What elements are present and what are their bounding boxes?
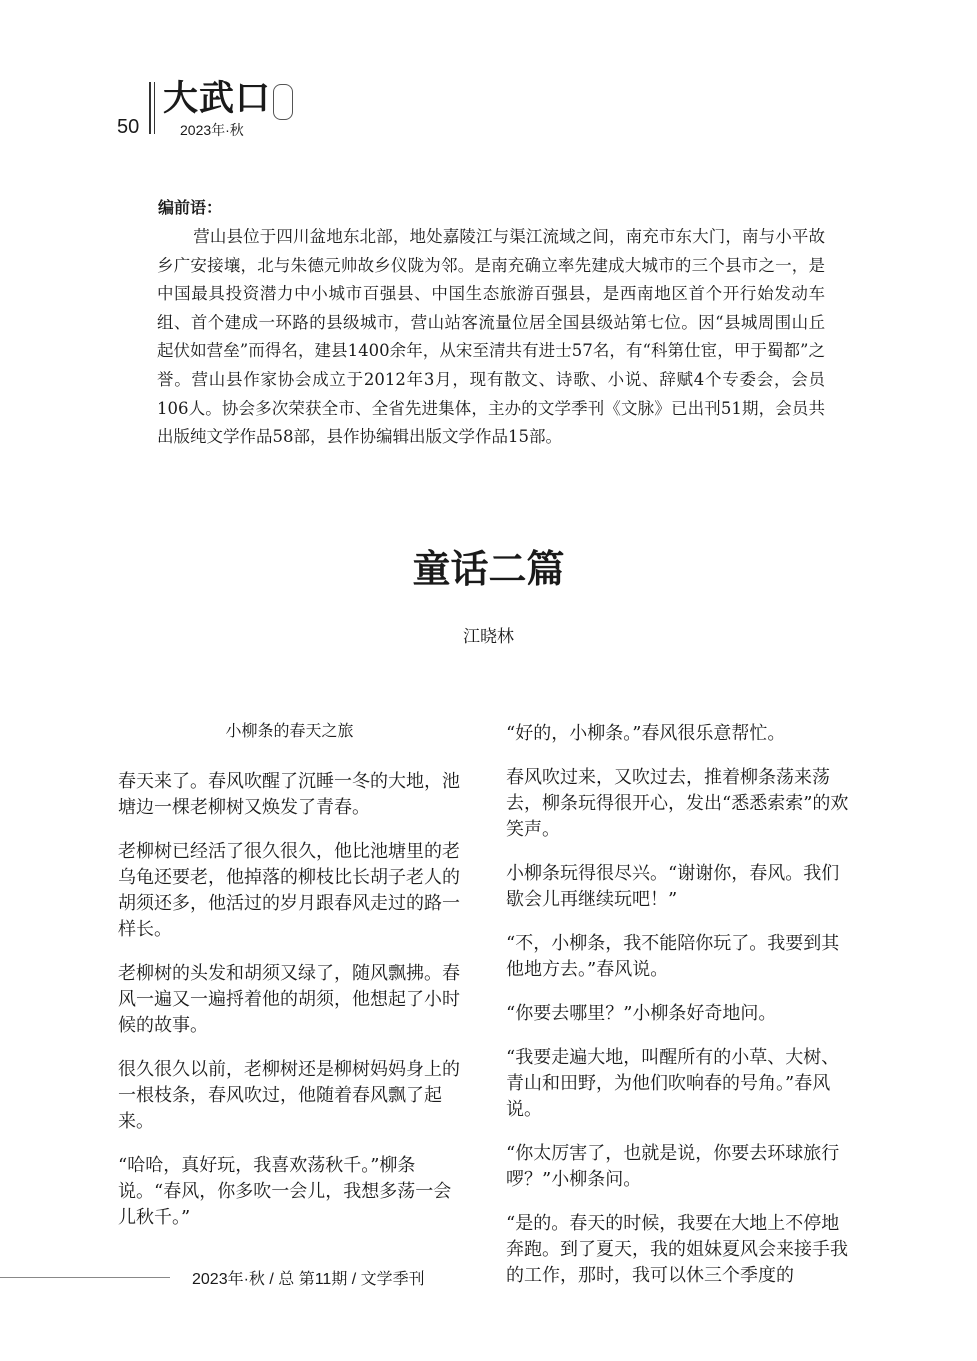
paragraph: “你太厉害了，也就是说，你要去环球旅行啰？”小柳条问。 xyxy=(506,1143,840,1190)
masthead-divider xyxy=(149,82,155,134)
paragraph: 春天来了。春风吹醒了沉睡一冬的大地，池塘边一棵老柳树又焕发了青春。 xyxy=(118,771,460,818)
paragraph: 老柳树已经活了很久很久，他比池塘里的老乌龟还要老，他掉落的柳枝比长胡子老人的胡须还多，他活过的岁月跟春风走过的路一样长。 xyxy=(118,841,460,940)
paragraph: “哈哈，真好玩，我喜欢荡秋千。”柳条说。“春风，你多吹一会儿，我想多荡一会儿秋千。” xyxy=(118,1155,452,1228)
article-author: 江晓林 xyxy=(463,627,514,646)
paragraph: 很久很久以前，老柳树还是柳树妈妈身上的一根枝条，春风吹过，他随着春风飘了起来。 xyxy=(118,1059,460,1132)
section-title: 小柳条的春天之旅 xyxy=(225,723,354,740)
intro-heading: 编前语： xyxy=(158,200,223,217)
paragraph: 小柳条玩得很尽兴。“谢谢你，春风。我们歇会儿再继续玩吧！” xyxy=(506,863,840,910)
paragraph: “我要走遍大地，叫醒所有的小草、大树、青山和田野，为他们吹响春的号角。”春风说。 xyxy=(506,1047,840,1120)
page-number: 50 xyxy=(117,116,140,138)
masthead-issue: 2023年·秋 xyxy=(180,122,244,138)
footer-text: 2023年·秋 / 总 第11期 / 文学季刊 xyxy=(192,1271,425,1288)
paragraph: “不，小柳条，我不能陪你玩了。我要到其他地方去。”春风说。 xyxy=(506,933,840,980)
paragraph: “你要去哪里？”小柳条好奇地问。 xyxy=(506,1003,777,1024)
paragraph: “是的。春天的时候，我要在大地上不停地奔跑。到了夏天，我的姐妹夏风会来接手我的工作，那时，我可以休三个季度的 xyxy=(506,1213,848,1286)
paragraph: 老柳树的头发和胡须又绿了，随风飘拂。春风一遍又一遍捋着他的胡须，他想起了小时候的故事。 xyxy=(118,963,460,1036)
article-title: 童话二篇 xyxy=(412,546,565,591)
intro-body: 营山县位于四川盆地东北部，地处嘉陵江与渠江流域之间，南充市东大门，南与小平故乡广安接壤，北与朱德元帅故乡仪陇为邻。是南充确立率先建成大城市的三个县市之一，是中国最具投资潜力中小城市百强县、中国生态旅游百强县，是西南地区首个开行始发动车组、首个建成一环路的县级城市，营山站客流量位居全国县级站第七位。因“县城周围山丘起伏如营垒”而得名，建县1400余年，从宋至清共有进士57名，有“科第仕宦，甲于蜀都”之誉。营山县作家协会成立于2012年3月，现有散文、诗歌、小说、辞赋4个专委会，会员106人。协会多次荣获全市、全省先进集体，主办的文学季刊《文脉》已出刊51期，会员共出版纯文学作品58部，县作协编辑出版文学作品15部。 xyxy=(157,227,825,447)
seal-icon xyxy=(273,84,293,120)
paragraph: 春风吹过来，又吹过去，推着柳条荡来荡去，柳条玩得很开心，发出“悉悉索索”的欢笑声。 xyxy=(506,767,849,840)
masthead-title: 大武口 xyxy=(163,78,272,119)
paragraph: “好的，小柳条。”春风很乐意帮忙。 xyxy=(506,723,786,744)
footer-rule xyxy=(0,1277,170,1278)
